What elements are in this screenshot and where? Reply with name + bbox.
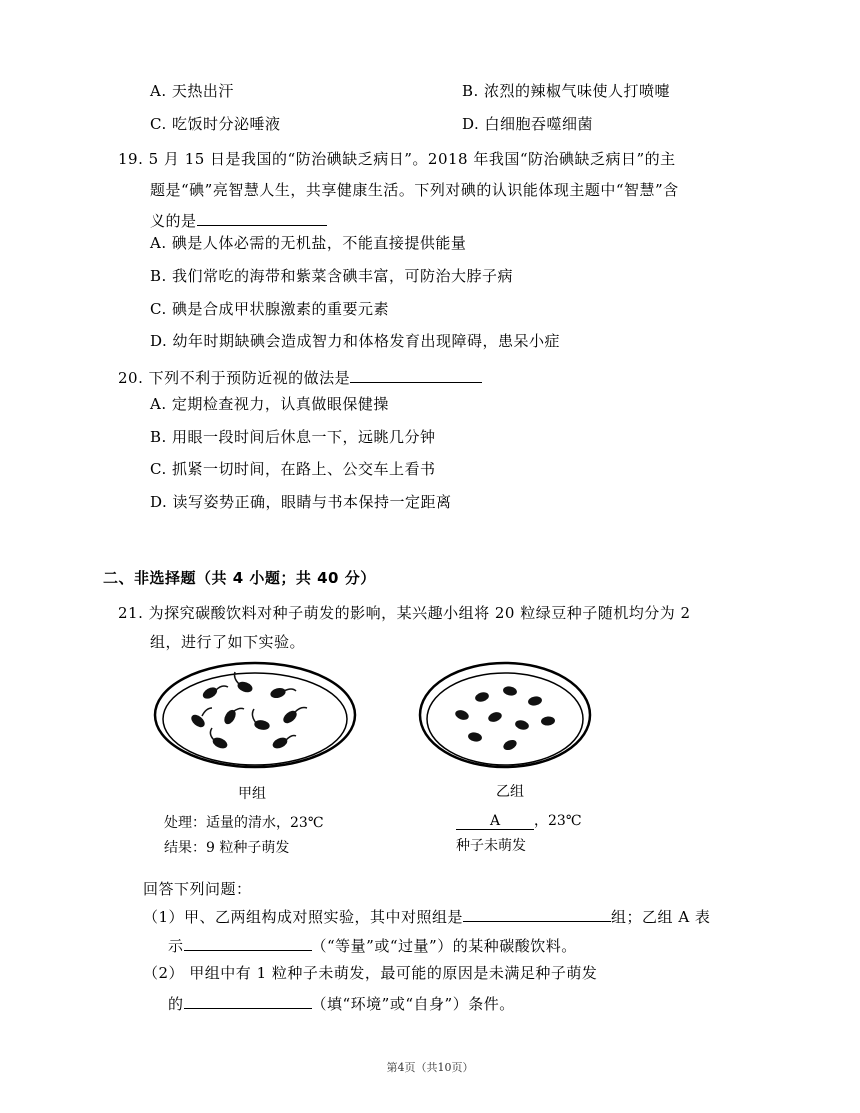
q21-sub2-line1: （2） 甲组中有 1 粒种子未萌发，最可能的原因是未满足种子萌发 [143,964,598,982]
page-footer: 第4页（共10页） [386,1061,474,1074]
q19-option-c: C. 碘是合成甲状腺激素的重要元素 [150,300,389,318]
q21-sub1-text-b: 组；乙组 A 表 [611,908,711,926]
q18-option-a: A. 天热出汗 [150,82,234,100]
section-2-title: 二、非选择题（共 4 小题；共 40 分） [103,569,376,587]
q21-sub1-text-d: （“等量”或“过量”）的某种碳酸饮料。 [311,937,577,955]
q21-sub2-text-b: （填“环境”或“自身”）条件。 [311,995,515,1013]
q21-sub2-text-a: 的 [168,995,184,1013]
dish-group-a [155,663,355,767]
q20-stem-text: 20. 下列不利于预防近视的做法是 [118,369,351,387]
group-b-temperature: ，23℃ [534,813,582,829]
group-b-treatment [456,810,581,830]
q19-stem-text: 义的是 [150,212,197,230]
group-a-result: 结果：9 粒种子萌发 [164,840,290,856]
q21-sub1-line1 [143,905,710,927]
q21-stem-line2: 组，进行了如下实验。 [150,633,306,651]
q19-option-b: B. 我们常吃的海带和紫菜含碘丰富，可防治大脖子病 [150,267,514,285]
q21-sub1-blank-2 [184,934,312,951]
q21-sub1-text-c: 示 [168,937,184,955]
q19-option-a: A. 碘是人体必需的无机盐，不能直接提供能量 [150,234,467,252]
experiment-figure [150,655,600,865]
group-a-treatment: 处理：适量的清水，23℃ [164,815,324,831]
q21-sub2-blank [184,992,312,1009]
group-b-label: 乙组 [496,784,524,800]
q20-answer-blank [350,366,482,383]
q20-option-b: B. 用眼一段时间后休息一下，远眺几分钟 [150,428,436,446]
group-a-label: 甲组 [238,786,266,802]
q20-option-a: A. 定期检查视力，认真做眼保健操 [150,395,389,413]
q19-stem-line1: 19. 5 月 15 日是我国的“防治碘缺乏病日”。2018 年我国“防治碘缺乏病日”的主 [118,150,676,168]
q18-option-c: C. 吃饭时分泌唾液 [150,115,281,133]
q20-option-c: C. 抓紧一切时间，在路上、公交车上看书 [150,460,436,478]
dish-group-b [420,663,590,767]
q19-stem-line3 [150,209,327,231]
q21-sub1-text-a: （1）甲、乙两组构成对照实验，其中对照组是 [143,908,464,926]
q19-option-d: D. 幼年时期缺碘会造成智力和体格发育出现障碍，患呆小症 [150,332,561,350]
q21-sub1-line2 [168,934,577,956]
petri-dishes-illustration [150,655,600,785]
group-b-result: 种子未萌发 [456,838,526,854]
q21-prompt: 回答下列问题： [143,880,252,898]
q20-option-d: D. 读写姿势正确，眼睛与书本保持一定距离 [150,493,452,511]
q18-option-b: B. 浓烈的辣椒气味使人打喷嚏 [462,82,671,100]
q21-sub1-blank-1 [463,905,611,922]
q19-stem-line2: 题是“碘”亮智慧人生，共享健康生活。下列对碘的认识能体现主题中“智慧”含 [150,181,679,199]
q20-stem [118,366,482,388]
group-b-blank-a: A [456,813,534,830]
q21-sub2-line2 [168,992,515,1014]
q21-stem-line1: 21. 为探究碳酸饮料对种子萌发的影响，某兴趣小组将 20 粒绿豆种子随机均分为 2 [118,604,691,622]
q19-answer-blank [197,209,327,226]
q18-option-d: D. 白细胞吞噬细菌 [462,115,594,133]
